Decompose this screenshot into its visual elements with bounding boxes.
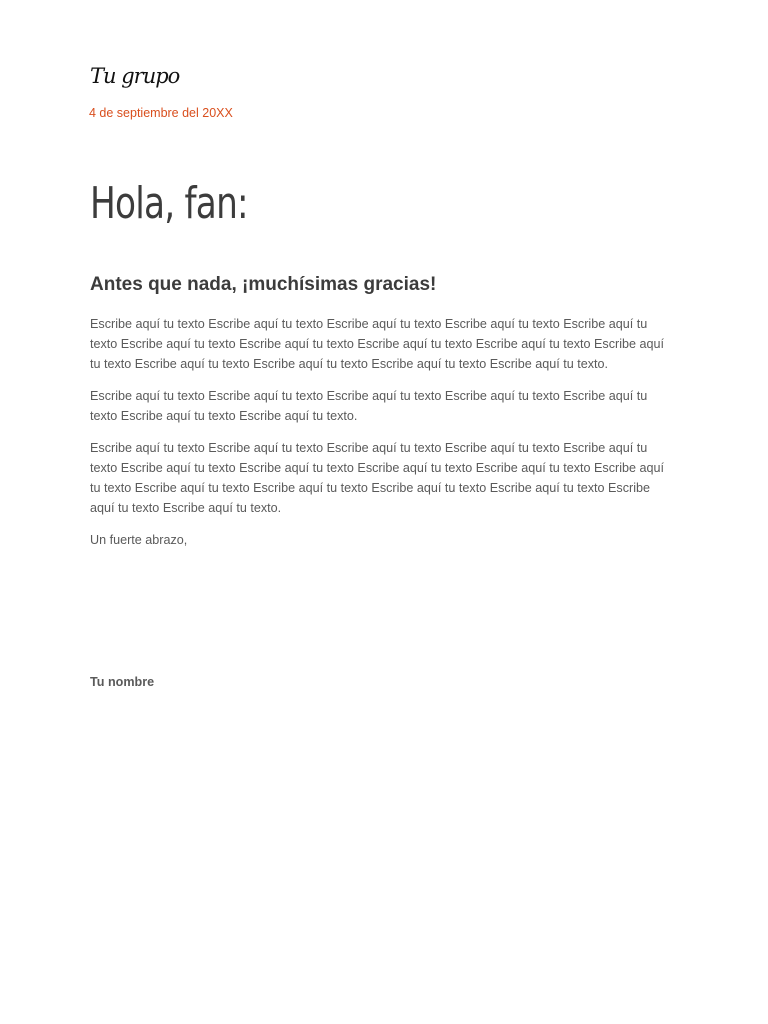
band-name: Tu grupo bbox=[90, 64, 180, 88]
signature-name: Tu nombre bbox=[90, 675, 155, 689]
closing-line: Un fuerte abrazo, bbox=[90, 533, 188, 547]
letter-body bbox=[90, 314, 678, 550]
body-paragraph: Escribe aquí tu texto Escribe aquí tu texto Escribe aquí tu texto Escribe aquí tu texto Escribe aquí tu texto Escribe aquí tu texto Escribe aquí tu texto Escribe aquí tu texto Escribe aquí tu texto Escribe aquí tu texto Escribe aquí tu texto Escribe aquí tu texto Escribe aquí tu texto Escribe aquí tu texto. bbox=[90, 317, 665, 371]
thanks-subheading: Antes que nada, ¡muchísimas gracias! bbox=[90, 274, 437, 295]
body-paragraph: Escribe aquí tu texto Escribe aquí tu texto Escribe aquí tu texto Escribe aquí tu texto Escribe aquí tu texto Escribe aquí tu texto Escribe aquí tu texto Escribe aquí tu texto Escribe aquí tu texto Escribe aquí tu texto Escribe aquí tu texto Escribe aquí tu texto Escribe aquí tu texto Escribe aquí tu texto Escribe aquí tu texto Escribe aquí tu texto. bbox=[90, 441, 665, 515]
body-paragraph: Escribe aquí tu texto Escribe aquí tu texto Escribe aquí tu texto Escribe aquí tu texto Escribe aquí tu texto Escribe aquí tu texto Escribe aquí tu texto. bbox=[90, 389, 648, 423]
letter-date: 4 de septiembre del 20XX bbox=[89, 106, 233, 120]
greeting-heading: Hola, fan: bbox=[90, 178, 248, 229]
